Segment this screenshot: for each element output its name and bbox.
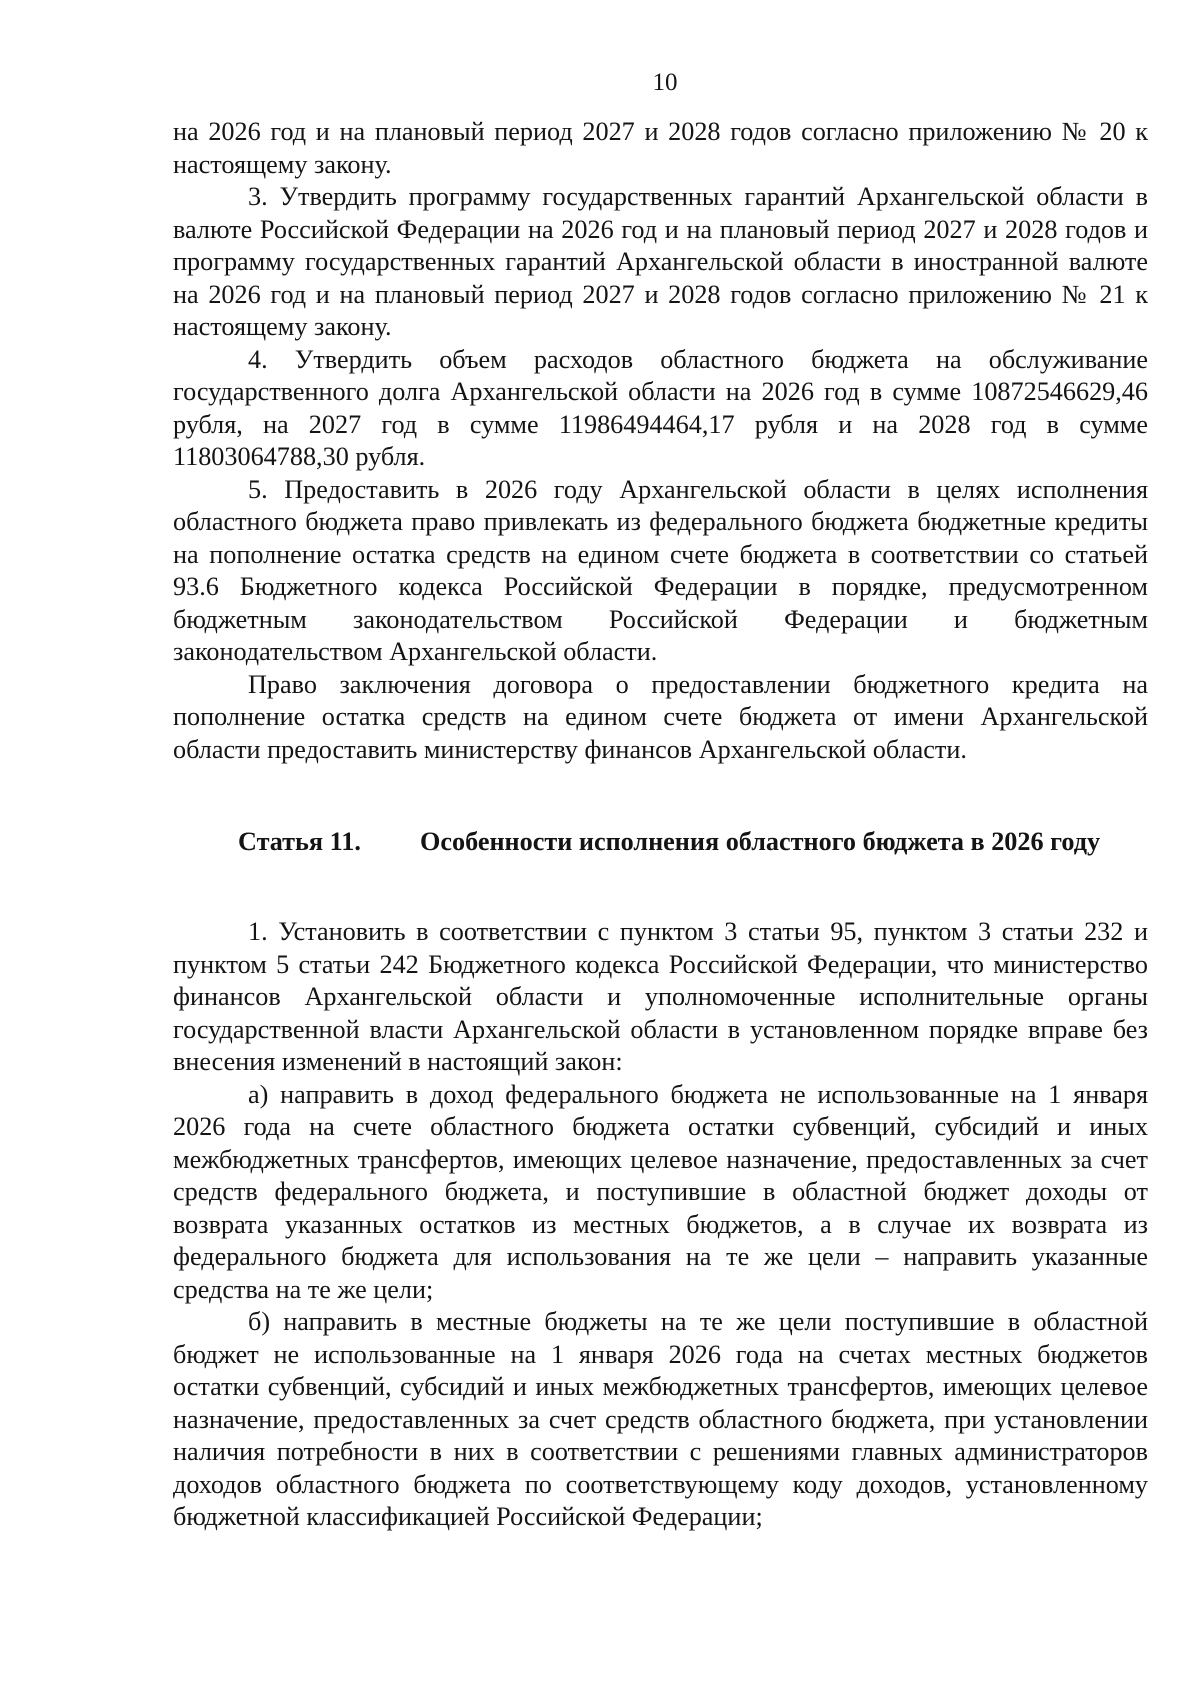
paragraph-item-3: 3. Утвердить программу государственных гарантий Архангельской области в валюте Российской Федерации на 2026 год и на плановый период 2027 и 2028 годов и программу государственных гарантий Архангельской области в иностранной валюте на 2026 год и на плановый период 2027 и 2028 годов согласно приложению № 21 к настоящему закону. xyxy=(173,182,1148,341)
paragraph-subitem-a: а) направить в доход федерального бюджета не использованные на 1 января 2026 года на счете областного бюджета остатки субвенций, субсидий и иных межбюджетных трансфертов, имеющих целевое назначение, предоставленных за счет средств федерального бюджета, и поступившие в областной бюджет доходы от возврата указанных остатков из местных бюджетов, а в случае их возврата из федерального бюджета для использования на те же цели – направить указанные средства на те же цели; xyxy=(173,1079,1148,1304)
article-title: Особенности исполнения областного бюджета в 2026 году xyxy=(420,827,1101,856)
page-number: 10 xyxy=(652,69,678,96)
paragraph-item-5: 5. Предоставить в 2026 году Архангельской области в целях исполнения областного бюджета право привлекать из федерального бюджета бюджетные кредиты на пополнение остатка средств на едином счете бюджета в соответствии со статьей 93.6 Бюджетного кодекса Российской Федерации в порядке, предусмотренном бюджетным законодательством Российской Федерации и бюджетным законодательством Архангельской области. xyxy=(173,474,1148,666)
paragraph-continuation: на 2026 год и на плановый период 2027 и 2028 годов согласно приложению № 20 к настоящему закону. xyxy=(173,117,1148,179)
paragraph-credit-right: Право заключения договора о предоставлении бюджетного кредита на пополнение остатка средств на едином счете бюджета от имени Архангельской области предоставить министерству финансов Архангельской области. xyxy=(173,669,1148,764)
paragraph-item-4: 4. Утвердить объем расходов областного бюджета на обслуживание государственного долга Архангельской области на 2026 год в сумме 10872546629,46 рубля, на 2027 год в сумме 11986494464,17 рубля и на 2028 год в сумме 11803064788,30 рубля. xyxy=(173,344,1148,471)
paragraph-article11-item-1: 1. Установить в соответствии с пунктом 3 статьи 95, пунктом 3 статьи 232 и пунктом 5 статьи 242 Бюджетного кодекса Российской Федерации, что министерство финансов Архангельской области и уполномоченные исполнительные органы государственной власти Архангельской области в установленном порядке вправе без внесения изменений в настоящий закон: xyxy=(173,917,1148,1076)
paragraph-subitem-b: б) направить в местные бюджеты на те же цели поступившие в областной бюджет не использованные на 1 января 2026 года на счетах местных бюджетов остатки субвенций, субсидий и иных межбюджетных трансфертов, имеющих целевое назначение, предоставленных за счет средств областного бюджета, при установлении наличия потребности в них в соответствии с решениями главных администраторов доходов областного бюджета по соответствующему коду доходов, установленному бюджетной классификацией Российской Федерации; xyxy=(173,1307,1148,1531)
text-block-bottom xyxy=(173,916,1148,1534)
article-label: Статья 11. xyxy=(238,827,361,856)
text-block-top xyxy=(173,116,1148,766)
